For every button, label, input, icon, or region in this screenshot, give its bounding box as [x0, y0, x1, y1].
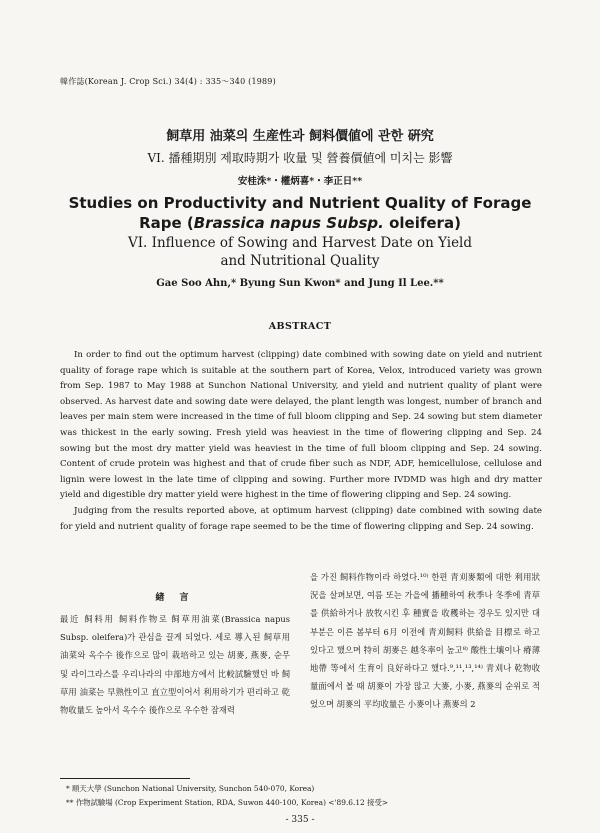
- english-subtitle-line1: VI. Influence of Sowing and Harvest Date on Yield: [127, 235, 473, 251]
- intro-paragraph-right: 을 가진 飼料作物이라 하였다.¹⁰⁾ 한편 青刈麥類에 대한 利用狀況을 살펴보면, 여름 또는 가을에 播種하여 秋季나 冬季에 青草를 供給하거나 放牧시킨 후 種實을 收穫하는 경우도 있지만 대부분은 이른 봄부터 6月 이전에 青刈飼料 供給을 目標로 하고 있다고 했으며 特히 胡麥은 越冬率이 높고⁸⁾ 酸性土壤이나 瘠薄地帶 等에서 生育이 良好하다고 했다.⁹,¹¹,¹³,¹⁴⁾ 青刈나 乾物收量面에서 볼 때 胡麥이 가장 많고 大麥, 小麥, 燕麥의 순위로 적었으며 胡麥의 平均收量은 小麥이나 燕麥의 2: [310, 572, 540, 710]
- english-title-line2: [0, 213, 600, 233]
- title-post: oleifera): [383, 214, 461, 232]
- abstract-paragraph-2: Judging from the results reported above, at optimum harvest (clipping) date combined with sowing date for yield and nutrient quality of forage rape seemed to be the time of flowering clipping and Sep. 24 sowing.: [60, 505, 542, 532]
- footnote-divider: [60, 778, 190, 779]
- abstract-paragraph-1: In order to find out the optimum harvest (clipping) date combined with sowing date on yield and nutrient quality of forage rape which is suitable at the southern part of Korea, Velox, introduced variety was grown from Sep. 1987 to May 1988 at Sunchon National University, and yield and nutrient quality of plant were observed. As harvest date and sowing date were delayed, the plant length was longest, number of branch and leaves per main stem were increased in the time of full bloom clipping and Sep. 24 sowing but stem diameter was thickest in the early sowing. Fresh yield was heaviest in the time of flowering clipping and Sep. 24 sowing but the most dry matter yield was heaviest in the time of full bloom clipping and Sep. 24 sowing. Content of crude protein was highest and that of crude fiber such as NDF, ADF, hemicellulose, cellulose and lignin were lowest in the late time of clipping and sowing. Further more IVDMD was high and dry matter yield and digestible dry matter yield were highest in the time of flowering clipping and Sep. 24 sowing.: [60, 350, 542, 501]
- korean-title: 飼草用 油菜의 生産性과 飼料價値에 관한 硏究: [166, 129, 434, 144]
- title-pre: Rape (: [139, 214, 194, 232]
- english-subtitle-line2: and Nutritional Quality: [220, 253, 380, 269]
- korean-subtitle: VI. 播種期別 제取時期가 收量 및 營養價値에 미치는 影響: [147, 151, 453, 165]
- page-number: - 335 -: [285, 815, 315, 825]
- abstract-body: [60, 348, 542, 535]
- english-title-line1: Studies on Productivity and Nutrient Quality of Forage: [68, 194, 532, 212]
- english-subtitle: [0, 234, 600, 270]
- intro-column-right: [310, 568, 540, 714]
- english-authors: Gae Soo Ahn,* Byung Sun Kwon* and Jung Il Lee.**: [156, 278, 444, 289]
- english-title: [0, 193, 600, 233]
- species-name: Brassica napus Subsp.: [193, 214, 384, 232]
- footnote-1: * 順天大學 (Sunchon National University, Sunchon 540-070, Korea): [66, 784, 315, 793]
- korean-authors: 安桂洙*・權炳喜*・李正日**: [237, 176, 363, 187]
- footnote-2: ** 作物試驗場 (Crop Experiment Station, RDA, Suwon 440-100, Korea) <'89.6.12 接受>: [66, 798, 389, 807]
- intro-heading: 緖 言: [155, 593, 195, 603]
- intro-column-left: [60, 586, 290, 719]
- abstract-heading: ABSTRACT: [268, 321, 332, 332]
- journal-citation: 韓作誌(Korean J. Crop Sci.) 34(4) : 335～340 (1989): [60, 77, 276, 86]
- intro-paragraph-left: 最近 飼料用 飼料作物로 飼草用油菜(Brassica napus Subsp. oleifera)가 관심을 끌게 되었다. 세로 導入된 飼草用 油菜와 옥수수 後作으로 많이 栽培하고 있는 胡麥, 燕麥, 순무 및 라이그라스를 우리나라의 中部地方에서 比較試驗했던 바 飼草用 油菜는 早熟性이고 直立型이어서 利用하기가 편리하고 乾物收量도 높아서 옥수수 後作으로 우수한 잠재력: [60, 614, 290, 716]
